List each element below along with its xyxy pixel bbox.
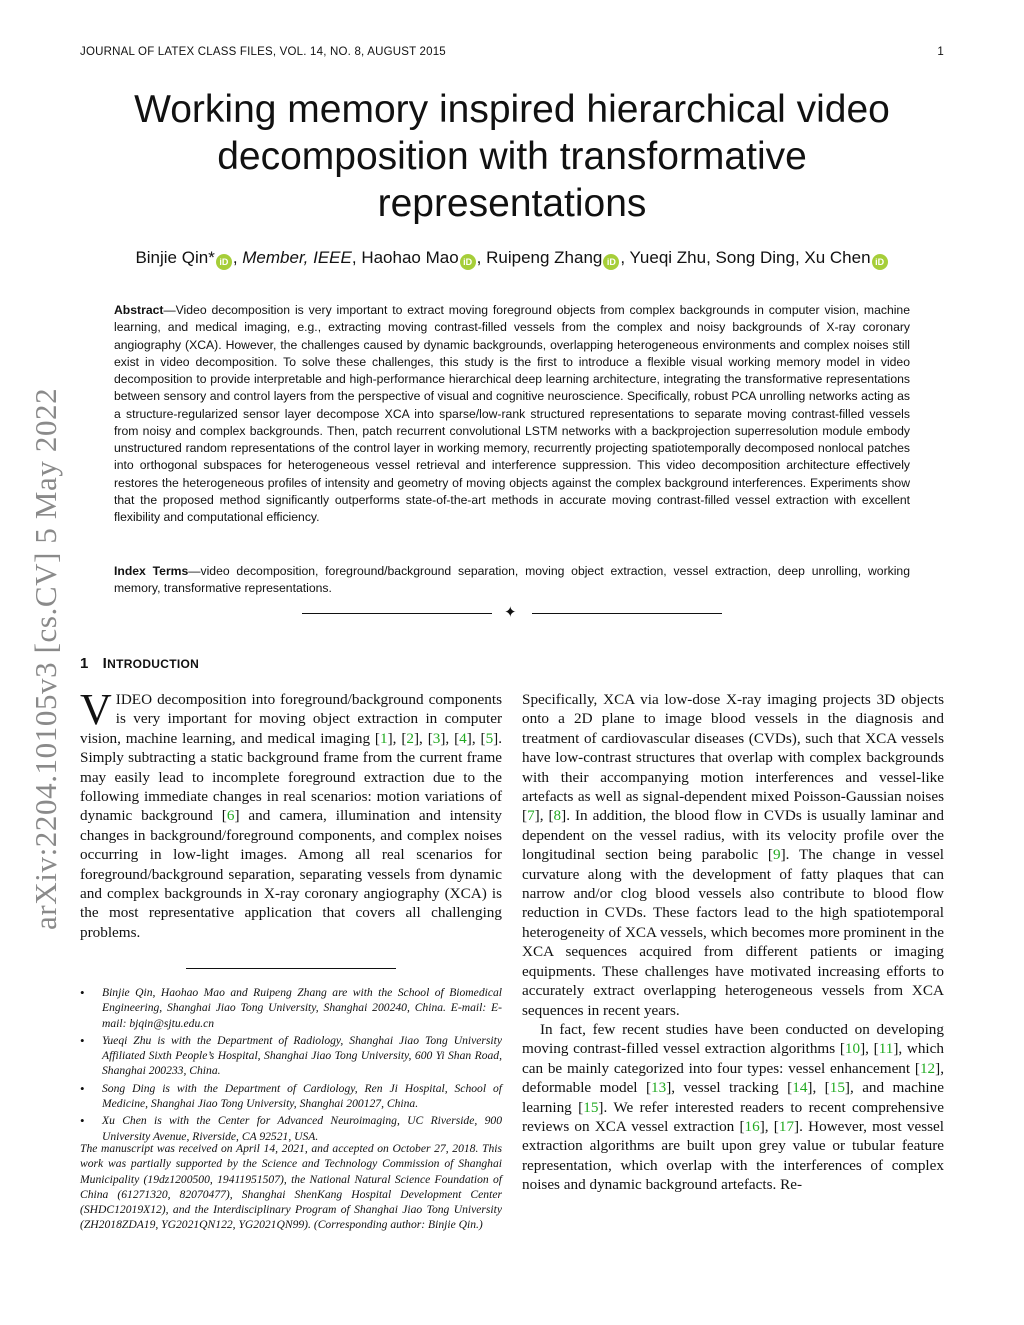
divider-line-right xyxy=(532,613,722,614)
author-name: Xu Chen xyxy=(804,248,871,267)
manuscript-note: The manuscript was received on April 14, 2021, and accepted on October 27, 2018. This work was partially supported by the Science and Technology Commission of Shanghai Municipality (19dz1200500, 19411951507), the National Natural Science Foundation of China (61271320, 82070477), Shanghai ShenKang Hospital Development Center (SHDC12019X12), and the Interdisciplinary Program of Shanghai Jiao Tong University (ZH2018ZDA19, YG2021QN122, YG2021QN99). (Corresponding author: Binjie Qin.) xyxy=(80,1142,502,1232)
text-run: ], deformable model [ xyxy=(522,1059,944,1097)
intro-paragraph-2: Specifically, XCA via low-dose X-ray imaging projects 3D objects onto a 2D plane to image blood vessels in the diagnosis and treatment of cardiovascular diseases (CVDs), such that XCA vessels have low-contrast structures that overlap with complex backgrounds with their accompanying motion interferences and vessel-like artefacts as well as signal-dependent mixed Poisson-Gaussian noises [7], [8]. In addition, the blood flow in CVDs is usually laminar and dependent on the vessel radius, with its velocity profile over the longitudinal section being parabolic [9]. The change in vessel curvature along with the development of fatty plaques that can narrow and/or clog blood vessels also contribute to blood flow reduction in CVDs. These factors lead to the high spatiotemporal heterogeneity of XCA vessels, which becomes more prominent in the XCA sequences acquired from different patients or imaging equipments. These challenges have motivated increasing efforts to accurately extract overlapping heterogeneous vessels from XCA sequences in recent years. xyxy=(522,691,944,1019)
text-run: ]. We refer interested readers to recent comprehensive reviews on XCA vessel extraction [ xyxy=(522,1098,944,1135)
section-title-initial: I xyxy=(102,655,108,672)
arxiv-stamp: arXiv:2204.10105v3 [cs.CV] 5 May 2022 xyxy=(28,387,63,930)
section-number: 1 xyxy=(80,655,89,672)
citation-link[interactable]: 5 xyxy=(485,729,494,747)
author-role: Member, IEEE xyxy=(242,248,352,267)
orcid-icon[interactable]: iD xyxy=(460,254,476,270)
affiliation-footnotes xyxy=(80,985,502,1146)
author-name: Yueqi Zhu xyxy=(629,248,707,267)
citation-link[interactable]: 6 xyxy=(226,807,235,825)
citation-link[interactable]: 8 xyxy=(553,807,562,825)
footnote-item: • Xu Chen is with the Center for Advanced Neuroimaging, UC Riverside, 900 University Avenue, Riverside, CA 92521, USA. xyxy=(80,1113,502,1144)
orcid-icon[interactable]: iD xyxy=(603,254,619,270)
author-name: Ruipeng Zhang xyxy=(486,248,603,267)
index-terms xyxy=(114,563,910,598)
section-title-rest: NTRODUCTION xyxy=(107,657,200,671)
author-list: Binjie Qin* iD , Member, IEEE, Haohao Mao iD , Ruipeng Zhang iD , Yueqi Zhu, Song Ding, Xu Chen iD xyxy=(60,248,964,270)
text-run: ], vessel tracking [ xyxy=(666,1079,793,1097)
text-run: ] and camera, illumination and intensity changes in background/foreground components, and complex noises occurring in low-light images. Among all real scenarios for foreground/background separation, separating vessels from dynamic and complex backgrounds in X-ray coronary angiography (XCA) is the most representative application that covers all challenging problems. xyxy=(80,807,502,941)
citation-link[interactable]: 2 xyxy=(406,729,414,747)
citation-link[interactable]: 4 xyxy=(459,729,467,747)
citation-link[interactable]: 10 xyxy=(844,1040,861,1058)
divider-line-left xyxy=(302,613,492,614)
drop-cap: V xyxy=(80,685,112,734)
citation-link[interactable]: 16 xyxy=(744,1117,760,1135)
citation-link[interactable]: 13 xyxy=(651,1079,667,1097)
footnote-rule xyxy=(186,968,396,969)
abstract-text: —Video decomposition is very important to extract moving foreground objects from complex backgrounds in computer vision, machine learning, and medical imaging, e.g., extracting moving contrast-filled vessels from the complex and noisy backgrounds of X-ray coronary angiography (XCA). However, the challenges caused by dynamic backgrounds, overlapping heterogeneous environments and complex noises still exist in video decomposition. To solve these challenges, this study is the first to introduce a flexible visual working memory model in video decomposition to provide interpretable and high-performance hierarchical deep learning architecture, integrating the transformative representations between sensory and control layers from the perspective of visual and cognitive neuroscience. Specifically, robust PCA unrolling networks acting as a structure-regularized sensor layer decompose XCA into sparse/low-rank structured representations to separate moving contrast-filled vessels from noisy and complex backgrounds. Then, patch recurrent convolutional LSTM networks with a backprojection superresolution module embody unstructured random representations of the control layer in working memory, recurrently projecting spatiotemporally decomposed nonlocal patches into orthogonal subspaces for heterogeneous vessel retrieval and interference suppression. This video decomposition architecture effectively restores the heterogeneous profiles of intensity and geometry of moving objects against the complex background interferences. Experiments show that the proposed method significantly outperforms state-of-the-art methods in accurate moving contrast-filled vessel extraction with excellent flexibility and computational efficiency. xyxy=(114,303,910,524)
author-name: Haohao Mao xyxy=(361,248,459,267)
orcid-icon[interactable]: iD xyxy=(216,254,232,270)
citation-link[interactable]: 1 xyxy=(380,729,388,747)
lead-word: IDEO xyxy=(115,691,153,708)
author-name: Song Ding xyxy=(715,248,795,267)
text-run: ], and machine learning [ xyxy=(522,1079,944,1116)
author-name: Binjie Qin* xyxy=(135,248,215,267)
intro-paragraph-1: VIDEO decomposition into foreground/background components is very important for moving object extraction in computer vision, machine learning, and medical imaging [1], [2], [3], [4], [5]. Simply subtracting a static background frame from the current frame may easily lead to incomplete foreground extraction due to the following immediate changes in real scenarios: motion variations of dynamic background [6] and camera, illumination and intensity changes in background/foreground components, and complex noises occurring in low-light images. Among all real scenarios for foreground/background separation, separating vessels from dynamic and complex backgrounds in X-ray coronary angiography (XCA) is the most representative application that covers all challenging problems. xyxy=(80,685,503,941)
footnote-item: • Yueqi Zhu is with the Department of Radiology, Shanghai Jiao Tong University Affiliated Sixth People’s Hospital, Shanghai Jiao Tong University, 600 Yi Shan Road, Shanghai 200233, China. xyxy=(80,1033,502,1079)
right-column xyxy=(522,690,944,1195)
page-number: 1 xyxy=(937,46,944,58)
footnote-item: • Song Ding is with the Department of Cardiology, Ren Ji Hospital, School of Medicine, Shanghai Jiao Tong University, Shanghai 200127, China. xyxy=(80,1081,502,1112)
text-run: ]. In addition, the blood flow in CVDs is usually laminar and dependent on the vessel radius, with its velocity profile over the longitudinal section being parabolic [ xyxy=(522,807,944,864)
citation-link[interactable]: 3 xyxy=(432,729,441,747)
abstract xyxy=(114,302,910,526)
paper-title: Working memory inspired hierarchical video decomposition with transformative representations xyxy=(134,88,890,225)
journal-name: JOURNAL OF LATEX CLASS FILES, VOL. 14, NO. 8, AUGUST 2015 xyxy=(80,46,446,58)
text-run: ]. However, most vessel extraction algorithms are built upon grey value or tubular feature representation, which overlap with the interferences of complex noises and dynamic background artefacts. Re- xyxy=(522,1117,945,1194)
citation-link[interactable]: 7 xyxy=(527,807,535,825)
text-run: In fact, few recent studies have been conducted on developing moving contrast-filled vessel extraction algorithms [ xyxy=(522,1020,944,1058)
footnote-item: • Binjie Qin, Haohao Mao and Ruipeng Zhang are with the School of Biomedical Engineering, Shanghai Jiao Tong University, Shanghai 200240, China. E-mail: E-mail: bjqin@sjtu.edu.cn xyxy=(80,985,502,1031)
orcid-icon[interactable]: iD xyxy=(872,254,888,270)
citation-link[interactable]: 15 xyxy=(583,1098,599,1116)
citation-link[interactable]: 14 xyxy=(792,1079,808,1097)
left-column xyxy=(80,685,503,942)
divider-star-icon: ✦ xyxy=(504,603,517,621)
section-heading xyxy=(80,655,199,672)
intro-paragraph-3: In fact, few recent studies have been conducted on developing moving contrast-filled vessel extraction algorithms [10], [11], which can be mainly categorized into four types: vessel enhancement [12], deformable model [13], vessel tracking [14], [15], and machine learning [15]. We refer interested readers to recent comprehensive reviews on XCA vessel extraction [16], [17]. However, most vessel extraction algorithms are built upon grey value or tubular feature representation, which overlap with the interferences of complex noises and dynamic background artefacts. Re- xyxy=(522,1020,945,1194)
citation-link[interactable]: 9 xyxy=(773,846,781,864)
text-run: Specifically, XCA via low-dose X-ray imaging projects 3D objects onto a 2D plane to image blood vessels in the diagnosis and treatment of cardiovascular diseases (CVDs), such that XCA vessels have low-contrast structures that overlap with complex backgrounds with their accompanying motion interferences and vessel-like artefacts as well as signal-dependent mixed Poisson-Gaussian noises [ xyxy=(522,691,944,825)
citation-link[interactable]: 11 xyxy=(878,1040,894,1058)
text-run: decomposition into foreground/background components is very important for moving object extraction in computer vision, machine learning, and medical imaging [ xyxy=(80,691,502,747)
citation-link[interactable]: 17 xyxy=(778,1117,795,1135)
citation-link[interactable]: 15 xyxy=(829,1079,845,1097)
running-header xyxy=(80,46,944,58)
section-divider xyxy=(302,603,722,621)
index-terms-label: Index Terms xyxy=(114,564,189,578)
index-terms-text: —video decomposition, foreground/background separation, moving object extraction, vessel extraction, deep unrolling, working memory, transformative representations. xyxy=(114,564,910,596)
text-run: ]. The change in vessel curvature along with the development of fatty plaques that can narrow and/or clog blood vessels also contribute to blood flow reduction in CVDs. These factors lead to the high spatiotemporal heterogeneity of XCA vessels, which becomes more prominent in the XCA sequences acquired from different patients or imaging equipments. These challenges have motivated increasing efforts to accurately extract overlapping heterogeneous vessels from XCA sequences in recent years. xyxy=(522,846,944,1019)
text-run: ]. Simply subtracting a static background frame from the current frame may easily lead to incomplete foreground extraction due to the following immediate changes in real scenarios: motion variations of dynamic background [ xyxy=(80,729,503,825)
citation-link[interactable]: 12 xyxy=(919,1059,936,1077)
abstract-label: Abstract xyxy=(114,303,164,317)
text-run: ], which can be mainly categorized into four types: vessel enhancement [ xyxy=(522,1040,944,1077)
